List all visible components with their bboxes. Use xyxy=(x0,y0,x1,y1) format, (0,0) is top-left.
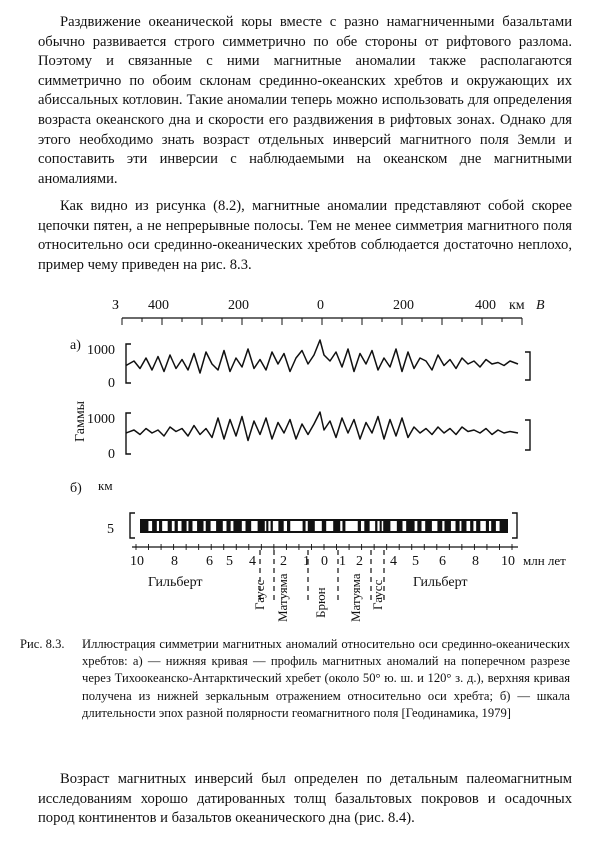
epoch-matuyama-left: Матуяма xyxy=(275,573,290,622)
anomaly-curves xyxy=(126,340,518,441)
polarity-reversal-band xyxy=(370,521,376,531)
age-tick-label: 6 xyxy=(439,554,446,569)
caption-label: Рис. 8.3. xyxy=(20,637,65,651)
polarity-reversal-band xyxy=(451,521,456,531)
paragraph-1: Раздвижение океанической коры вместе с разно намагниченными базальтами обычно развивается строго симметрично по обе стороны от рифтового разлома. Поэтому и связанные с ними магнитные аномалии также располагаются симметрично по обоим склонам срединно-океанских хребтов и окружающих их абиссальных котловин. Такие аномалии теперь можно использовать для определения возраста океанского дна и скорости его раздвижения в рифтовых зонах. Однако для этого необходимо знать возраст отдельных инверсий магнитного поля Земли и сопоставить эти инверсии с наблюдаемыми на океанском дне магнитными аномалиями. xyxy=(38,14,572,187)
polarity-reversal-band xyxy=(306,521,308,531)
age-tick-label: 6 xyxy=(206,554,213,569)
polarity-reversal-band xyxy=(223,521,227,531)
km-depth-value: 5 xyxy=(107,522,114,537)
polarity-reversal-band xyxy=(390,521,396,531)
axis-east-label: В xyxy=(536,298,545,313)
km-tick-label: 200 xyxy=(393,298,414,313)
polarity-reversal-band xyxy=(460,521,462,531)
age-tick-label: 2 xyxy=(356,554,363,569)
age-tick-label: 4 xyxy=(390,554,397,569)
polarity-reversal-band xyxy=(162,521,168,531)
polarity-reversal-band xyxy=(187,521,189,531)
age-tick-label: 5 xyxy=(226,554,233,569)
epoch-brunhes: Брюн xyxy=(313,587,328,618)
top-axis xyxy=(122,318,522,325)
age-tick-label: 8 xyxy=(171,554,178,569)
polarity-reversal-band xyxy=(402,521,406,531)
depth-bracket-left xyxy=(130,513,135,538)
polarity-reversal-band xyxy=(415,521,418,531)
paragraph-3: Возраст магнитных инверсий был определен по детальным палеомагнитным исследованиям хорошо датированных толщ базальтовых покровов и осадочных пород континентов и базальтов океанического дна (рис. 8.4). xyxy=(38,771,572,827)
figure-8-3 xyxy=(60,292,566,622)
polarity-reversal-band xyxy=(432,521,438,531)
age-tick-label: 4 xyxy=(249,554,256,569)
panel-b-label: б) xyxy=(70,481,82,496)
epoch-gauss-right: Гаусс xyxy=(370,579,385,610)
polarity-reversal-band xyxy=(340,521,342,531)
age-tick-label: 1 xyxy=(303,554,310,569)
y-bracket-right xyxy=(525,352,530,380)
y-tick-1000: 1000 xyxy=(87,343,115,358)
y-bracket-right xyxy=(525,420,530,450)
y-tick-1000: 1000 xyxy=(87,412,115,427)
panel-a-label: а) xyxy=(70,338,81,353)
polarity-reversal-band xyxy=(290,521,294,531)
polarity-reversal-band xyxy=(251,521,257,531)
polarity-reversal-band xyxy=(442,521,444,531)
km-depth-label: км xyxy=(98,478,113,493)
km-tick-label: 0 xyxy=(317,298,324,313)
y-tick-0: 0 xyxy=(108,376,115,391)
polarity-axis-segment xyxy=(322,519,326,533)
age-tick-label: 5 xyxy=(412,554,419,569)
polarity-reversal-band xyxy=(382,521,383,531)
polarity-reversal-band xyxy=(231,521,234,531)
polarity-reversal-band xyxy=(354,521,358,531)
polarity-reversal-band xyxy=(293,521,302,531)
y-tick-0: 0 xyxy=(108,447,115,462)
epoch-gilbert-left: Гильберт xyxy=(148,575,203,590)
polarity-reversal-band xyxy=(268,521,270,531)
epoch-gilbert-right: Гильберт xyxy=(413,575,468,590)
polarity-reversal-band xyxy=(242,521,246,531)
polarity-reversal-band xyxy=(489,521,491,531)
axis-west-label: З xyxy=(112,298,120,313)
polarity-reversal-band xyxy=(466,521,470,531)
age-tick-label: 8 xyxy=(472,554,479,569)
polarity-reversal-band xyxy=(473,521,476,531)
polarity-reversal-band xyxy=(422,521,426,531)
depth-bracket-right xyxy=(512,513,517,538)
age-tick-label: 2 xyxy=(280,554,287,569)
figure-svg xyxy=(60,292,566,622)
polarity-scale xyxy=(140,519,508,533)
caption-text: Иллюстрация симметрии магнитных аномалий относительно оси срединно-океанических хребтов: а) — нижняя кривая — профиль магнитных аномалий на поперечном разрезе через Тихоокеанско-Антарктический хребет (около 50° ю. ш. и 120° з. д.), верхняя кривая получена из нижней зеркальным отражением относительно оси хребта; б) — шкала длительности эпох разной полярности геомагнитного поля [Геодинамика, 1979] xyxy=(82,637,570,720)
km-unit-label: км xyxy=(509,298,525,313)
km-tick-label: 400 xyxy=(475,298,496,313)
km-tick-label: 400 xyxy=(148,298,169,313)
epoch-gauss-left: Гаусс xyxy=(252,579,267,610)
anomaly-curve-2 xyxy=(126,412,518,441)
age-tick-label: 10 xyxy=(501,554,515,569)
polarity-reversal-band xyxy=(192,521,197,531)
age-tick-label: 0 xyxy=(321,554,328,569)
age-tick-label: 10 xyxy=(130,554,144,569)
epoch-matuyama-right: Матуяма xyxy=(348,573,363,622)
polarity-reversal-band xyxy=(496,521,500,531)
polarity-reversal-band xyxy=(265,521,266,531)
polarity-reversal-band xyxy=(377,521,379,531)
polarity-reversal-band xyxy=(148,521,152,531)
polarity-reversal-band xyxy=(157,521,159,531)
paragraph-2: Как видно из рисунка (8.2), магнитные аномалии представляют собой скорее цепочки пятен, а не непрерывные полосы. Тем не менее симметрия магнитного поля относительно оси срединно-океанических хребтов соблюдается достаточно неплохо, пример чему приведен на рис. 8.3. xyxy=(38,198,572,273)
age-tick-label: 1 xyxy=(339,554,346,569)
polarity-reversal-band xyxy=(345,521,354,531)
polarity-reversal-band xyxy=(361,521,364,531)
y-brackets xyxy=(126,344,530,538)
polarity-reversal-band xyxy=(480,521,486,531)
gamma-axis-label: Гаммы xyxy=(73,400,88,442)
polarity-reversal-band xyxy=(172,521,175,531)
polarity-reversal-band xyxy=(273,521,279,531)
anomaly-curve-1 xyxy=(126,340,518,373)
age-unit-label: млн лет xyxy=(523,553,566,568)
polarity-reversal-band xyxy=(211,521,217,531)
polarity-reversal-band xyxy=(204,521,206,531)
polarity-reversal-band xyxy=(284,521,287,531)
polarity-reversal-band xyxy=(178,521,182,531)
km-tick-label: 200 xyxy=(228,298,249,313)
age-axis xyxy=(132,544,518,550)
